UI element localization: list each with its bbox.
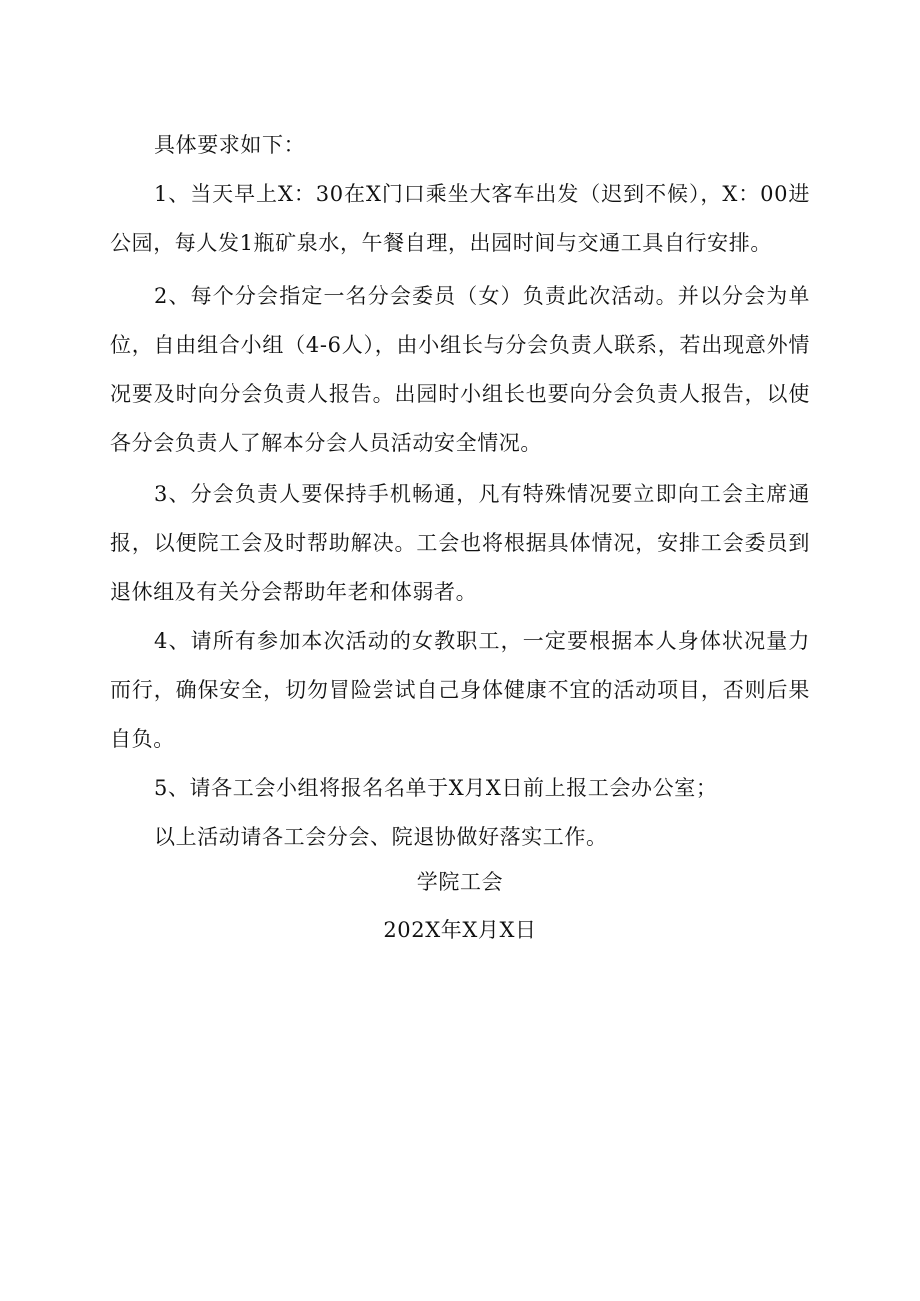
requirement-item-1: 1、当天早上X：30在X门口乘坐大客车出发（迟到不候），X：00进公园，每人发1瓶矿泉水，午餐自理，出园时间与交通工具自行安排。 xyxy=(110,182,810,255)
requirement-item-2: 2、每个分会指定一名分会委员（女）负责此次活动。并以分会为单位，自由组合小组（4-6人），由小组长与分会负责人联系，若出现意外情况要及时向分会负责人报告。出园时小组长也要向分会负责人报告，以使各分会负责人了解本分会人员活动安全情况。 xyxy=(110,284,810,455)
closing-paragraph: 以上活动请各工会分会、院退协做好落实工作。 xyxy=(154,825,608,849)
signature-organization: 学院工会 xyxy=(416,870,504,894)
signature-date: 202X年X月X日 xyxy=(383,918,537,942)
requirement-item-5: 5、请各工会小组将报名名单于X月X日前上报工会办公室； xyxy=(154,776,718,800)
requirement-item-3: 3、分会负责人要保持手机畅通，凡有特殊情况要立即向工会主席通报，以便院工会及时帮助解决。工会也将根据具体情况，安排工会委员到退休组及有关分会帮助年老和体弱者。 xyxy=(110,482,810,604)
requirement-item-4: 4、请所有参加本次活动的女教职工，一定要根据本人身体状况量力而行，确保安全，切勿冒险尝试自己身体健康不宜的活动项目，否则后果自负。 xyxy=(110,629,810,751)
intro-paragraph: 具体要求如下： xyxy=(154,133,306,157)
